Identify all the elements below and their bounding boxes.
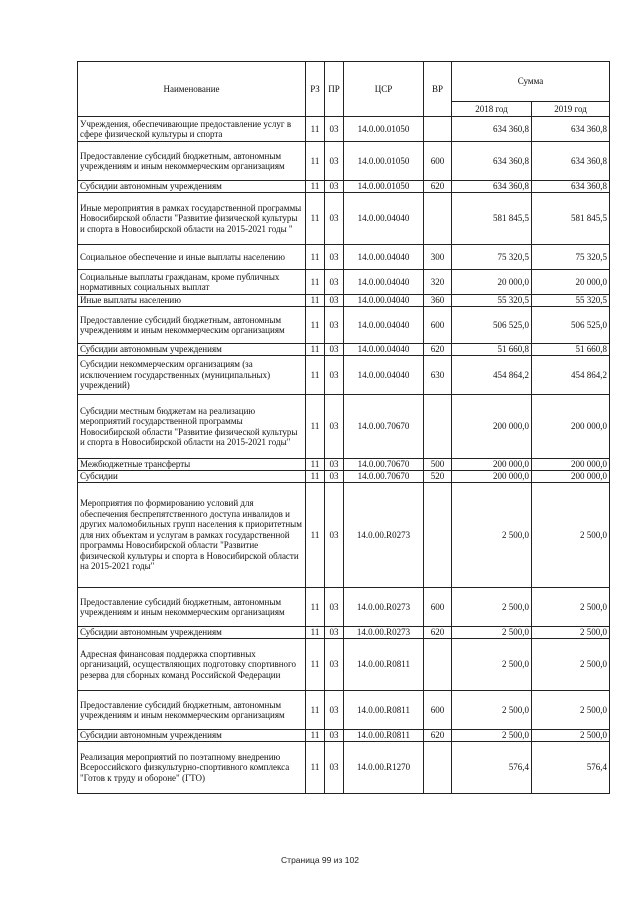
row-csr: 14.0.00.70670 <box>344 395 424 459</box>
row-value-2019: 2 500,0 <box>532 730 610 742</box>
row-pr: 03 <box>325 142 344 181</box>
row-value-2018: 51 660,8 <box>452 344 532 356</box>
row-rz: 11 <box>306 627 325 639</box>
row-csr: 14.0.00.R0273 <box>344 483 424 588</box>
row-name: Субсидии автономным учреждениям <box>78 730 306 742</box>
row-value-2019: 75 320,5 <box>532 245 610 270</box>
table-body <box>78 117 610 794</box>
budget-table <box>77 61 610 794</box>
row-value-2018: 2 500,0 <box>452 627 532 639</box>
row-name: Мероприятия по формированию условий для обеспечения беспрепятственного доступа инвалидов и других маломобильных групп населения к приоритетным для них объектам и услугам в рамках государственной программы Новосибирской области "Развитие физической культуры и спорта в Новосибирской области на 2015-2021 годы" <box>78 483 306 588</box>
row-value-2018: 55 320,5 <box>452 295 532 307</box>
row-csr: 14.0.00.04040 <box>344 356 424 395</box>
row-csr: 14.0.00.70670 <box>344 471 424 483</box>
row-name: Субсидии автономным учреждениям <box>78 181 306 193</box>
row-rz: 11 <box>306 307 325 344</box>
row-csr: 14.0.00.04040 <box>344 270 424 295</box>
row-name: Предоставление субсидий бюджетным, автономным учреждениям и иным некоммерческим организациям <box>78 307 306 344</box>
row-rz: 11 <box>306 193 325 245</box>
row-name: Реализация мероприятий по поэтапному внедрению Всероссийского физкультурно-спортивного комплекса "Готов к труду и обороне" (ГТО) <box>78 742 306 794</box>
row-rz: 11 <box>306 639 325 691</box>
row-value-2018: 581 845,5 <box>452 193 532 245</box>
row-csr: 14.0.00.04040 <box>344 344 424 356</box>
row-vr <box>424 193 452 245</box>
row-value-2019: 200 000,0 <box>532 459 610 471</box>
row-pr: 03 <box>325 639 344 691</box>
row-value-2019: 20 000,0 <box>532 270 610 295</box>
row-name: Субсидии автономным учреждениям <box>78 344 306 356</box>
row-csr: 14.0.00.70670 <box>344 459 424 471</box>
row-pr: 03 <box>325 295 344 307</box>
row-value-2019: 2 500,0 <box>532 639 610 691</box>
table-row <box>78 742 610 794</box>
table-row <box>78 117 610 142</box>
row-pr: 03 <box>325 245 344 270</box>
row-vr: 630 <box>424 356 452 395</box>
row-rz: 11 <box>306 588 325 627</box>
table-row <box>78 730 610 742</box>
row-vr <box>424 639 452 691</box>
table-row <box>78 356 610 395</box>
row-pr: 03 <box>325 742 344 794</box>
row-vr <box>424 117 452 142</box>
row-name: Субсидии <box>78 471 306 483</box>
row-value-2018: 506 525,0 <box>452 307 532 344</box>
table-row <box>78 344 610 356</box>
table-row <box>78 639 610 691</box>
row-value-2019: 51 660,8 <box>532 344 610 356</box>
table-row <box>78 691 610 730</box>
header-sum: Сумма <box>452 62 610 102</box>
row-csr: 14.0.00.R0811 <box>344 639 424 691</box>
row-pr: 03 <box>325 483 344 588</box>
row-csr: 14.0.00.01050 <box>344 181 424 193</box>
row-vr <box>424 483 452 588</box>
row-pr: 03 <box>325 181 344 193</box>
row-name: Субсидии местным бюджетам на реализацию мероприятий государственной программы Новосибирской области "Развитие физической культуры и спорта в Новосибирской области на 2015-2021 годы" <box>78 395 306 459</box>
row-value-2019: 2 500,0 <box>532 588 610 627</box>
row-vr: 620 <box>424 344 452 356</box>
row-value-2019: 55 320,5 <box>532 295 610 307</box>
row-csr: 14.0.00.01050 <box>344 142 424 181</box>
table-row <box>78 307 610 344</box>
row-pr: 03 <box>325 471 344 483</box>
row-vr: 600 <box>424 691 452 730</box>
row-csr: 14.0.00.R0811 <box>344 730 424 742</box>
row-pr: 03 <box>325 730 344 742</box>
table-row <box>78 270 610 295</box>
row-rz: 11 <box>306 356 325 395</box>
row-value-2018: 454 864,2 <box>452 356 532 395</box>
row-rz: 11 <box>306 483 325 588</box>
row-vr: 600 <box>424 307 452 344</box>
row-csr: 14.0.00.04040 <box>344 245 424 270</box>
row-rz: 11 <box>306 270 325 295</box>
row-value-2018: 634 360,8 <box>452 181 532 193</box>
page-number: Страница 99 из 102 <box>281 855 359 865</box>
row-rz: 11 <box>306 117 325 142</box>
row-rz: 11 <box>306 730 325 742</box>
row-name: Субсидии автономным учреждениям <box>78 627 306 639</box>
row-rz: 11 <box>306 471 325 483</box>
row-value-2018: 200 000,0 <box>452 459 532 471</box>
row-value-2019: 576,4 <box>532 742 610 794</box>
row-name: Субсидии некоммерческим организациям (за исключением государственных (муниципальных) учреждений) <box>78 356 306 395</box>
row-value-2018: 200 000,0 <box>452 395 532 459</box>
row-value-2019: 200 000,0 <box>532 471 610 483</box>
row-vr: 360 <box>424 295 452 307</box>
header-rz: РЗ <box>306 62 325 117</box>
row-name: Социальное обеспечение и иные выплаты населению <box>78 245 306 270</box>
row-pr: 03 <box>325 691 344 730</box>
row-value-2019: 2 500,0 <box>532 483 610 588</box>
row-name: Предоставление субсидий бюджетным, автономным учреждениям и иным некоммерческим организациям <box>78 588 306 627</box>
row-vr: 520 <box>424 471 452 483</box>
row-pr: 03 <box>325 344 344 356</box>
row-rz: 11 <box>306 181 325 193</box>
row-value-2018: 2 500,0 <box>452 639 532 691</box>
row-csr: 14.0.00.R0273 <box>344 588 424 627</box>
row-rz: 11 <box>306 142 325 181</box>
row-csr: 14.0.00.R0273 <box>344 627 424 639</box>
table-row <box>78 627 610 639</box>
row-value-2018: 634 360,8 <box>452 117 532 142</box>
header-2018: 2018 год <box>452 102 532 117</box>
row-value-2018: 2 500,0 <box>452 730 532 742</box>
row-csr: 14.0.00.R1270 <box>344 742 424 794</box>
row-name: Предоставление субсидий бюджетным, автономным учреждениям и иным некоммерческим организациям <box>78 691 306 730</box>
row-value-2019: 2 500,0 <box>532 691 610 730</box>
row-name: Иные выплаты населению <box>78 295 306 307</box>
row-vr: 320 <box>424 270 452 295</box>
row-name: Иные мероприятия в рамках государственной программы Новосибирской области "Развитие физической культуры и спорта в Новосибирской области на 2015-2021 годы " <box>78 193 306 245</box>
row-value-2019: 200 000,0 <box>532 395 610 459</box>
row-csr: 14.0.00.04040 <box>344 295 424 307</box>
row-pr: 03 <box>325 459 344 471</box>
row-rz: 11 <box>306 245 325 270</box>
header-pr: ПР <box>325 62 344 117</box>
row-csr: 14.0.00.04040 <box>344 307 424 344</box>
table-row <box>78 588 610 627</box>
row-value-2018: 576,4 <box>452 742 532 794</box>
row-value-2019: 506 525,0 <box>532 307 610 344</box>
row-name: Учреждения, обеспечивающие предоставление услуг в сфере физической культуры и спорта <box>78 117 306 142</box>
row-value-2018: 20 000,0 <box>452 270 532 295</box>
row-csr: 14.0.00.04040 <box>344 193 424 245</box>
row-vr: 620 <box>424 627 452 639</box>
row-rz: 11 <box>306 742 325 794</box>
row-value-2019: 634 360,8 <box>532 181 610 193</box>
row-csr: 14.0.00.01050 <box>344 117 424 142</box>
row-value-2018: 2 500,0 <box>452 691 532 730</box>
row-pr: 03 <box>325 356 344 395</box>
row-csr: 14.0.00.R0811 <box>344 691 424 730</box>
row-vr: 620 <box>424 730 452 742</box>
row-vr: 600 <box>424 142 452 181</box>
row-value-2018: 2 500,0 <box>452 483 532 588</box>
row-value-2019: 2 500,0 <box>532 627 610 639</box>
row-value-2018: 2 500,0 <box>452 588 532 627</box>
row-rz: 11 <box>306 395 325 459</box>
table-row <box>78 295 610 307</box>
row-value-2018: 634 360,8 <box>452 142 532 181</box>
row-pr: 03 <box>325 270 344 295</box>
header-name: Наименование <box>78 62 306 117</box>
table-row <box>78 193 610 245</box>
row-vr: 600 <box>424 588 452 627</box>
header-2019: 2019 год <box>532 102 610 117</box>
table-row <box>78 471 610 483</box>
row-name: Предоставление субсидий бюджетным, автономным учреждениям и иным некоммерческим организациям <box>78 142 306 181</box>
row-value-2018: 75 320,5 <box>452 245 532 270</box>
table-row <box>78 395 610 459</box>
table-row <box>78 142 610 181</box>
row-value-2019: 634 360,8 <box>532 117 610 142</box>
row-pr: 03 <box>325 627 344 639</box>
row-pr: 03 <box>325 395 344 459</box>
table-row <box>78 245 610 270</box>
row-name: Межбюджетные трансферты <box>78 459 306 471</box>
row-value-2019: 634 360,8 <box>532 142 610 181</box>
table-row <box>78 483 610 588</box>
table-row <box>78 459 610 471</box>
row-vr <box>424 395 452 459</box>
row-name: Социальные выплаты гражданам, кроме публичных нормативных социальных выплат <box>78 270 306 295</box>
header-vr: ВР <box>424 62 452 117</box>
row-vr: 620 <box>424 181 452 193</box>
row-vr: 500 <box>424 459 452 471</box>
row-vr <box>424 742 452 794</box>
row-pr: 03 <box>325 588 344 627</box>
row-rz: 11 <box>306 459 325 471</box>
row-value-2018: 200 000,0 <box>452 471 532 483</box>
header-csr: ЦСР <box>344 62 424 117</box>
row-pr: 03 <box>325 117 344 142</box>
row-rz: 11 <box>306 295 325 307</box>
table-row <box>78 181 610 193</box>
row-vr: 300 <box>424 245 452 270</box>
row-rz: 11 <box>306 691 325 730</box>
row-pr: 03 <box>325 307 344 344</box>
row-rz: 11 <box>306 344 325 356</box>
row-pr: 03 <box>325 193 344 245</box>
row-value-2019: 454 864,2 <box>532 356 610 395</box>
row-name: Адресная финансовая поддержка спортивных организаций, осуществляющих подготовку спортивного резерва для сборных команд Российской Федерации <box>78 639 306 691</box>
row-value-2019: 581 845,5 <box>532 193 610 245</box>
